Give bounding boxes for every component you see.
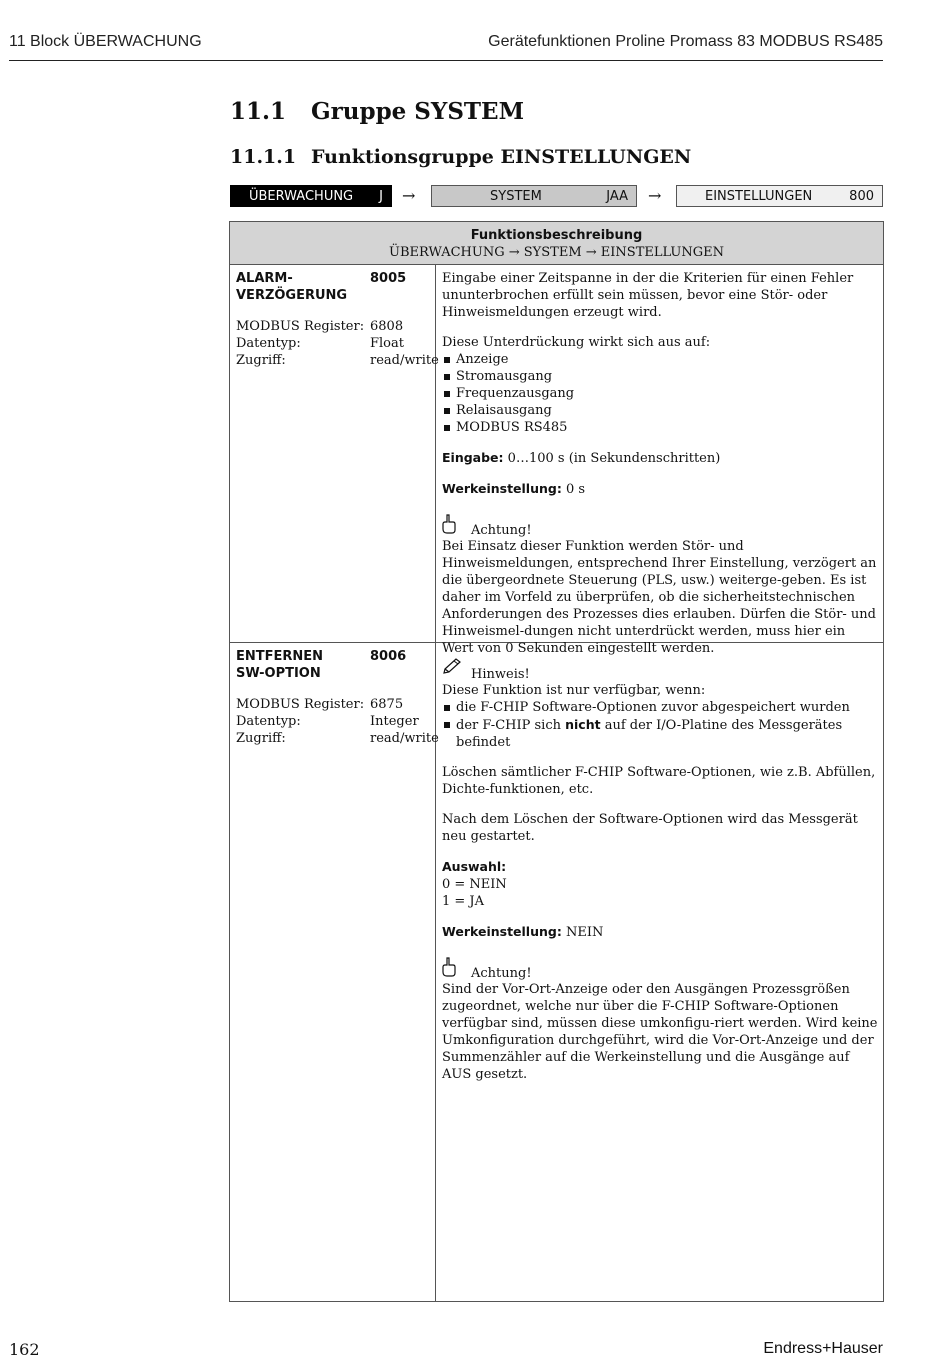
row2-datatype-key: Datentyp: xyxy=(236,714,301,729)
table-header-title: Funktionsbeschreibung xyxy=(470,228,643,243)
row1-function-name xyxy=(236,270,347,304)
row2-function-code: 8006 xyxy=(370,649,407,664)
list-item: Stromausgang xyxy=(442,368,878,385)
subsection-title: Funktionsgruppe EINSTELLUNGEN xyxy=(311,146,692,168)
nav-group-code: JAA xyxy=(606,189,628,204)
row1-access-key: Zugriff: xyxy=(236,353,286,368)
table-header-path: ÜBERWACHUNG → SYSTEM → EINSTELLUNGEN xyxy=(389,245,724,260)
row1-datatype xyxy=(236,335,404,352)
row1-effect-list xyxy=(442,351,878,436)
row1-input-value: 0…100 s (in Sekundenschritten) xyxy=(507,451,721,466)
header-rule xyxy=(9,60,883,61)
row1-default-value: 0 s xyxy=(565,482,586,497)
row1-caution-heading xyxy=(442,518,878,538)
row2-description-1: Löschen sämtlicher F-CHIP Software-Optionen, wie z.B. Abfüllen, Dichte-funktionen, etc. xyxy=(442,765,876,797)
row2-select-label xyxy=(442,858,878,876)
row1-access-value: read/write xyxy=(370,353,439,368)
pointing-hand-icon xyxy=(442,957,456,980)
row2-register-key: MODBUS Register: xyxy=(236,697,365,712)
running-header-right: Gerätefunktionen Proline Promass 83 MODBUS RS485 xyxy=(488,33,883,50)
row2-caution-heading xyxy=(442,961,878,981)
pencil-icon xyxy=(442,658,462,679)
pointing-hand-icon xyxy=(442,514,456,537)
row2-select-label-text: Auswahl: xyxy=(442,859,507,874)
list-item: Relaisausgang xyxy=(442,402,878,419)
nav-group-box xyxy=(431,185,637,207)
row1-datatype-key: Datentyp: xyxy=(236,336,301,351)
row2-caution-title: Achtung! xyxy=(471,966,532,981)
row2-datatype-value: Integer xyxy=(370,714,419,729)
table-header xyxy=(230,222,883,265)
row2-note-heading xyxy=(442,662,878,682)
row1-right-cell xyxy=(442,270,878,657)
row2-datatype xyxy=(236,713,419,730)
subsection-number: 11.1.1 xyxy=(230,146,297,168)
list-item: Frequenzausgang xyxy=(442,385,878,402)
page-number: 162 xyxy=(9,1340,40,1359)
nav-block-box xyxy=(230,185,392,207)
row2-function-name xyxy=(236,648,323,682)
row2-default xyxy=(442,923,878,941)
list-item: MODBUS RS485 xyxy=(442,419,878,436)
column-divider xyxy=(435,265,436,1301)
row1-caution-title: Achtung! xyxy=(471,523,532,538)
row2-name-line2: SW-OPTION xyxy=(236,666,321,681)
row1-name-line2: VERZÖGERUNG xyxy=(236,288,348,303)
list-item: die F-CHIP Software-Optionen zuvor abgespeichert wurden xyxy=(442,699,878,716)
row2-option-0: 0 = NEIN xyxy=(442,877,507,892)
function-table xyxy=(229,221,884,1302)
row2-register-value: 6875 xyxy=(370,697,404,712)
row1-access xyxy=(236,352,439,369)
row1-function-code: 8005 xyxy=(370,271,407,286)
row2-access xyxy=(236,730,439,747)
row2-cond2-post: auf der I/O-Platine des Messgerätes befindet xyxy=(456,718,843,750)
row1-register xyxy=(236,318,404,335)
row2-cond2-pre: der F-CHIP sich xyxy=(456,718,566,733)
row1-register-key: MODBUS Register: xyxy=(236,319,365,334)
row2-condition-list xyxy=(442,699,878,751)
row2-cond2-bold: nicht xyxy=(565,717,601,732)
row1-description: Eingabe einer Zeitspanne in der die Kriterien für einen Fehler ununterbrochen erfüllt sein müssen, bevor eine Stör- oder Hinweismeldungen erzeugt wird. xyxy=(442,271,854,320)
row1-input xyxy=(442,449,878,467)
row2-name-line1: ENTFERNEN xyxy=(236,649,324,664)
row1-name-line1: ALARM- xyxy=(236,271,293,286)
row1-caution-text: Bei Einsatz dieser Funktion werden Stör- und Hinweismeldungen, entsprechend Ihrer Einstellung, verzögert an die übergeordnete Steuerung (PLS, usw.) weiterge-geben. Es ist daher im Vorfeld zu überprüfen, ob die sicherheitstechnischen Anforderungen des Prozesses dies erlauben. Dürfen die Stör- und Hinweismel-dungen nicht unterdrückt werden, muss hier ein Wert von 0 Sekunden eingestellt werden. xyxy=(442,539,877,656)
section-heading xyxy=(230,98,524,125)
arrow-icon: → xyxy=(402,186,416,205)
row2-caution-text: Sind der Vor-Ort-Anzeige oder den Ausgängen Prozessgrößen zugeordnet, welche nur über die F-CHIP Software-Optionen verfügbar sind, müssen diese umkonfigu-riert werden. Wird keine Umkonfiguration durchgeführt, wird die Vor-Ort-Anzeige und der Summenzähler auf die Werkeinstellung und die Ausgänge auf AUS gesetzt. xyxy=(442,982,878,1082)
nav-funcgroup-code: 800 xyxy=(849,189,874,204)
row2-option-1: 1 = JA xyxy=(442,894,485,909)
row2-description-2: Nach dem Löschen der Software-Optionen wird das Messgerät neu gestartet. xyxy=(442,812,858,844)
row2-default-value: NEIN xyxy=(565,925,604,940)
row1-effect-intro: Diese Unterdrückung wirkt sich aus auf: xyxy=(442,335,711,350)
list-item: Anzeige xyxy=(442,351,878,368)
row2-access-key: Zugriff: xyxy=(236,731,286,746)
nav-block-code: J xyxy=(379,189,383,204)
running-header-left: 11 Block ÜBERWACHUNG xyxy=(9,33,202,50)
nav-group-label: SYSTEM xyxy=(490,189,542,204)
list-item xyxy=(442,716,878,751)
row2-register xyxy=(236,696,404,713)
row2-default-label: Werkeinstellung: xyxy=(442,924,562,939)
section-number: 11.1 xyxy=(230,98,287,125)
section-title: Gruppe SYSTEM xyxy=(311,98,525,125)
nav-funcgroup-label: EINSTELLUNGEN xyxy=(705,189,813,204)
row2-right-cell xyxy=(442,662,878,1083)
brand-name: Endress+Hauser xyxy=(763,1340,883,1357)
nav-funcgroup-box xyxy=(676,185,883,207)
row1-default-label: Werkeinstellung: xyxy=(442,481,562,496)
nav-block-label: ÜBERWACHUNG xyxy=(249,189,354,204)
row1-default xyxy=(442,480,878,498)
row1-datatype-value: Float xyxy=(370,336,404,351)
row1-register-value: 6808 xyxy=(370,319,404,334)
arrow-icon: → xyxy=(648,186,662,205)
row2-note-title: Hinweis! xyxy=(471,667,530,682)
row2-access-value: read/write xyxy=(370,731,439,746)
row1-input-label: Eingabe: xyxy=(442,450,504,465)
row2-note-intro: Diese Funktion ist nur verfügbar, wenn: xyxy=(442,683,706,698)
subsection-heading xyxy=(230,146,691,168)
